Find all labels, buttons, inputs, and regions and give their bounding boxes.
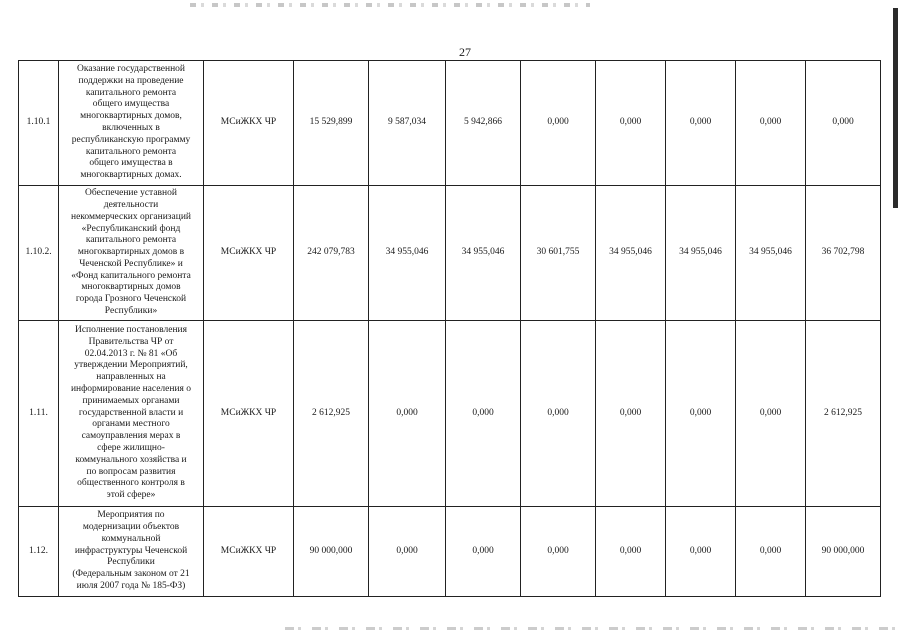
value-cell: 0,000 xyxy=(446,321,521,507)
value-cell: 30 601,755 xyxy=(521,186,596,321)
row-number: 1.10.1 xyxy=(19,61,59,186)
row-description: Мероприятия по модернизации объектов коммунальной инфраструктуры Чеченской Республики (Федеральным законом от 21 июля 2007 года № 185-ФЗ) xyxy=(59,507,204,597)
value-cell: 0,000 xyxy=(596,61,666,186)
value-cell: 9 587,034 xyxy=(369,61,446,186)
value-cell: 0,000 xyxy=(521,321,596,507)
value-cell: 2 612,925 xyxy=(294,321,369,507)
value-cell: 34 955,046 xyxy=(736,186,806,321)
scan-artifact-bottom xyxy=(285,627,895,630)
value-cell: 0,000 xyxy=(736,507,806,597)
value-cell: 15 529,899 xyxy=(294,61,369,186)
value-cell: 34 955,046 xyxy=(596,186,666,321)
row-responsible: МСиЖКХ ЧР xyxy=(204,61,294,186)
value-cell: 2 612,925 xyxy=(806,321,881,507)
value-cell: 0,000 xyxy=(666,61,736,186)
value-cell: 0,000 xyxy=(736,321,806,507)
row-responsible: МСиЖКХ ЧР xyxy=(204,186,294,321)
value-cell: 0,000 xyxy=(596,507,666,597)
value-cell: 34 955,046 xyxy=(666,186,736,321)
row-number: 1.12. xyxy=(19,507,59,597)
value-cell: 90 000,000 xyxy=(294,507,369,597)
table-row xyxy=(19,61,881,186)
value-cell: 0,000 xyxy=(596,321,666,507)
value-cell: 0,000 xyxy=(736,61,806,186)
program-table xyxy=(18,60,881,597)
value-cell: 34 955,046 xyxy=(446,186,521,321)
value-cell: 0,000 xyxy=(666,507,736,597)
scan-artifact-top xyxy=(190,3,590,7)
value-cell: 0,000 xyxy=(521,61,596,186)
value-cell: 34 955,046 xyxy=(369,186,446,321)
value-cell: 0,000 xyxy=(369,507,446,597)
table-row xyxy=(19,507,881,597)
value-cell: 242 079,783 xyxy=(294,186,369,321)
scan-edge-bar xyxy=(893,8,898,208)
row-number: 1.11. xyxy=(19,321,59,507)
value-cell: 0,000 xyxy=(446,507,521,597)
row-number: 1.10.2. xyxy=(19,186,59,321)
row-responsible: МСиЖКХ ЧР xyxy=(204,507,294,597)
value-cell: 0,000 xyxy=(521,507,596,597)
value-cell: 0,000 xyxy=(806,61,881,186)
table-row xyxy=(19,186,881,321)
value-cell: 0,000 xyxy=(369,321,446,507)
value-cell: 5 942,866 xyxy=(446,61,521,186)
row-responsible: МСиЖКХ ЧР xyxy=(204,321,294,507)
value-cell: 36 702,798 xyxy=(806,186,881,321)
row-description: Обеспечение уставной деятельности некоммерческих организаций «Республиканский фонд капитального ремонта многоквартирных домов в Чеченской Республике» и «Фонд капитального ремонта многоквартирных домов города Грозного Чеченской Республики» xyxy=(59,186,204,321)
row-description: Оказание государственной поддержки на проведение капитального ремонта общего имущества многоквартирных домов, включенных в республиканскую программу капитального ремонта общего имущества в многоквартирных домах. xyxy=(59,61,204,186)
table-row xyxy=(19,321,881,507)
row-description: Исполнение постановления Правительства ЧР от 02.04.2013 г. № 81 «Об утверждении Мероприятий, направленных на информирование населения о принимаемых органами государственной власти и органами местного самоуправления мерах в сфере жилищно- коммунального хозяйства и по вопросам развития общественного контроля в этой сфере» xyxy=(59,321,204,507)
value-cell: 90 000,000 xyxy=(806,507,881,597)
value-cell: 0,000 xyxy=(666,321,736,507)
page-number: 27 xyxy=(459,45,471,59)
